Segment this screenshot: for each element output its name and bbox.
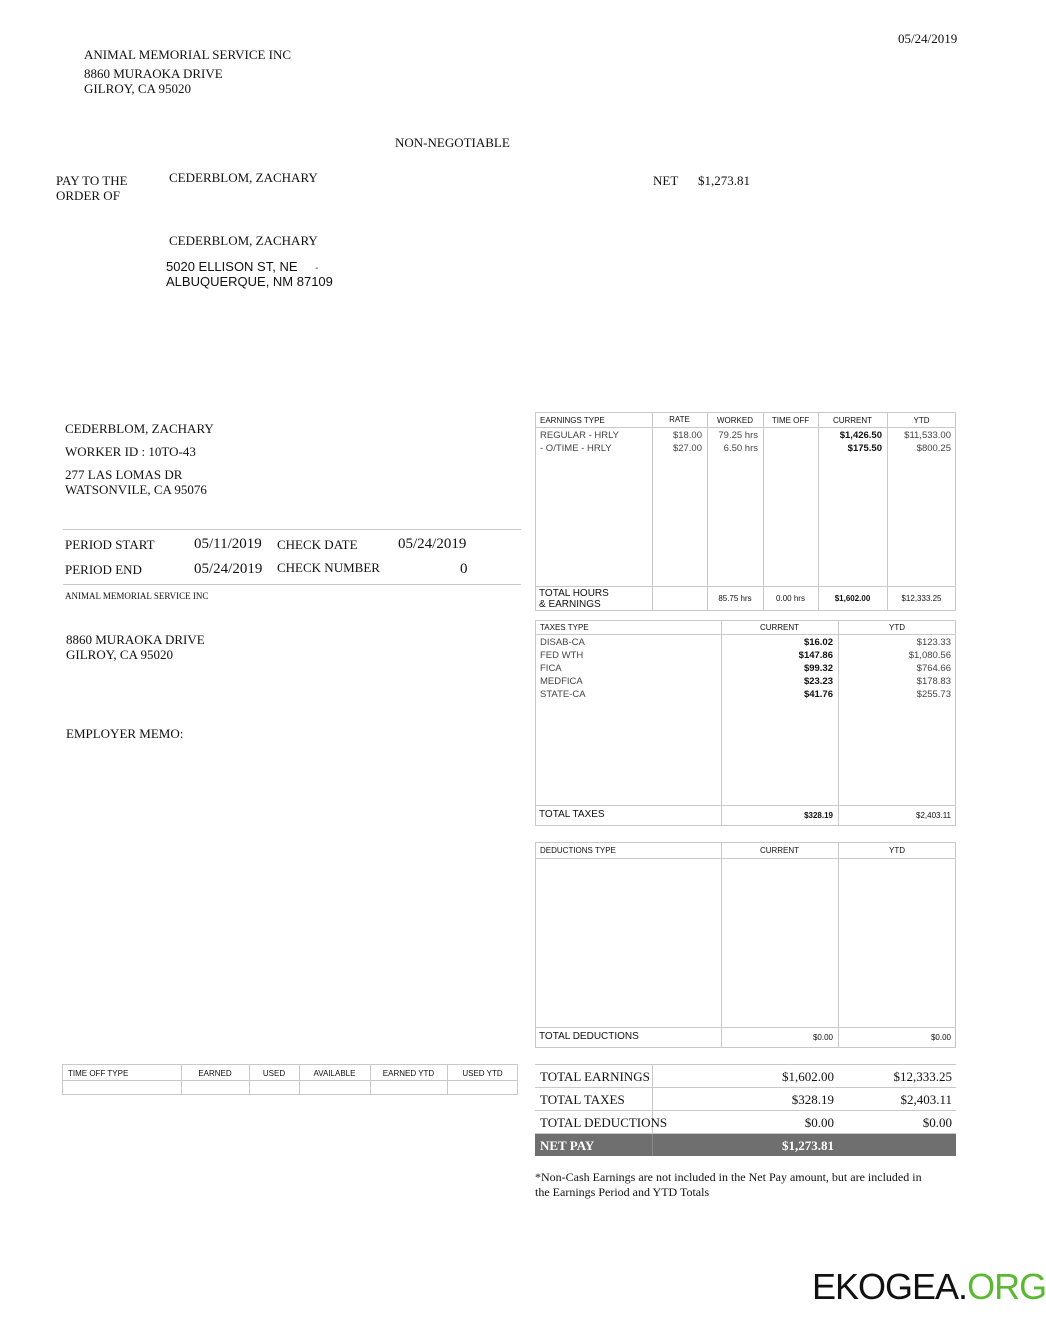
earnings-header-rate: RATE — [669, 415, 690, 424]
tax-row-ytd: $255.73 — [916, 689, 951, 700]
non-negotiable-label: NON-NEGOTIABLE — [395, 135, 510, 150]
earnings-row-type: REGULAR - HRLY — [540, 430, 620, 441]
deductions-table — [535, 842, 956, 1048]
earnings-row-rate: $27.00 — [672, 443, 702, 454]
check-date-value: 05/24/2019 — [398, 536, 467, 552]
check-date-label: CHECK DATE — [277, 537, 358, 552]
net-pay-current: $1,273.81 — [782, 1138, 834, 1153]
mailing-street-suffix: - — [315, 263, 319, 274]
tax-row-type: MEDFICA — [540, 676, 583, 687]
earnings-header-worked: WORKED — [717, 416, 753, 425]
check-number-label: CHECK NUMBER — [277, 560, 380, 575]
divider — [63, 584, 521, 585]
tax-row-current: $147.86 — [798, 650, 833, 661]
tax-row-type: STATE-CA — [540, 689, 586, 700]
employer-address-line-1: 8860 MURAOKA DRIVE — [66, 632, 205, 647]
tax-row-type: FICA — [540, 663, 562, 674]
earnings-total-label-2: & EARNINGS — [539, 599, 601, 610]
earnings-total-ytd: $12,333.25 — [901, 594, 942, 603]
earnings-row-ytd: $800.25 — [916, 443, 951, 454]
watermark-logo — [812, 1266, 1046, 1308]
taxes-header-type: TAXES TYPE — [540, 623, 589, 632]
pay-to-label-2: ORDER OF — [56, 188, 120, 203]
employee-address-line-2: WATSONVILE, CA 95076 — [65, 482, 207, 497]
time-off-header-available: AVAILABLE — [313, 1069, 356, 1078]
net-label: NET — [653, 173, 679, 188]
deductions-header-type: DEDUCTIONS TYPE — [540, 846, 616, 855]
deductions-total-ytd: $0.00 — [930, 1033, 951, 1042]
deductions-total-label: TOTAL DEDUCTIONS — [539, 1031, 639, 1042]
pay-to-label-1: PAY TO THE — [56, 173, 128, 188]
summary-row-ytd: $2,403.11 — [900, 1092, 952, 1107]
earnings-header-current: CURRENT — [832, 416, 873, 425]
time-off-header-earned-ytd: EARNED YTD — [382, 1069, 435, 1078]
summary-row-current: $0.00 — [804, 1115, 834, 1130]
earnings-row-type: - O/TIME - HRLY — [540, 443, 612, 454]
tax-row-current: $23.23 — [803, 676, 833, 687]
earnings-total-worked: 85.75 hrs — [718, 594, 752, 603]
time-off-header-used: USED — [262, 1069, 286, 1078]
summary-row-label: TOTAL DEDUCTIONS — [540, 1115, 668, 1130]
summary-row-label: TOTAL TAXES — [540, 1092, 625, 1107]
worker-id: WORKER ID : 10TO-43 — [65, 444, 196, 459]
summary-row-ytd: $12,333.25 — [893, 1069, 952, 1084]
taxes-total-ytd: $2,403.11 — [916, 811, 951, 820]
employer-name: ANIMAL MEMORIAL SERVICE INC — [65, 591, 209, 601]
deductions-header-current: CURRENT — [759, 846, 800, 855]
earnings-total-time-off: 0.00 hrs — [776, 594, 805, 603]
tax-row-ytd: $1,080.56 — [908, 650, 951, 661]
tax-row-ytd: $123.33 — [916, 637, 951, 648]
taxes-total-label: TOTAL TAXES — [539, 809, 605, 820]
mailing-street: 5020 ELLISON ST, NE — [166, 259, 298, 274]
taxes-total-current: $328.19 — [804, 811, 833, 820]
summary-row-ytd: $0.00 — [922, 1115, 952, 1130]
earnings-row-worked: 6.50 hrs — [723, 443, 758, 454]
earnings-table — [535, 412, 956, 611]
employee-name: CEDERBLOM, ZACHARY — [65, 421, 214, 436]
tax-row-type: FED WTH — [540, 650, 584, 661]
company-address-line-2: GILROY, CA 95020 — [84, 81, 192, 96]
deductions-total-current: $0.00 — [812, 1033, 833, 1042]
time-off-header-earned: EARNED — [198, 1069, 232, 1078]
tax-row-current: $99.32 — [803, 663, 833, 674]
earnings-row-current: $1,426.50 — [839, 430, 882, 441]
company-name: ANIMAL MEMORIAL SERVICE INC — [84, 47, 292, 62]
footnote-line-2: the Earnings Period and YTD Totals — [535, 1185, 710, 1199]
tax-row-current: $16.02 — [803, 637, 833, 648]
watermark-text-1: EKOGEA. — [812, 1266, 968, 1307]
mailing-address-line-1 — [166, 259, 318, 274]
deductions-header-ytd: YTD — [889, 846, 905, 855]
net-pay-label: NET PAY — [540, 1138, 595, 1153]
tax-row-ytd: $178.83 — [916, 676, 951, 687]
check-date: 05/24/2019 — [898, 31, 958, 46]
earnings-header-type: EARNINGS TYPE — [540, 416, 605, 425]
earnings-header-ytd: YTD — [913, 416, 930, 425]
taxes-header-ytd: YTD — [889, 623, 905, 632]
earnings-row-rate: $18.00 — [672, 430, 702, 441]
earnings-row-ytd: $11,533.00 — [904, 430, 951, 441]
net-amount: $1,273.81 — [698, 173, 750, 188]
period-end-value: 05/24/2019 — [194, 561, 263, 577]
earnings-row-worked: 79.25 hrs — [718, 430, 758, 441]
period-start-value: 05/11/2019 — [194, 536, 262, 552]
summary-row-current: $328.19 — [791, 1092, 834, 1107]
earnings-header-time-off: TIME OFF — [771, 416, 810, 425]
time-off-header-used-ytd: USED YTD — [462, 1069, 503, 1078]
summary-row-current: $1,602.00 — [782, 1069, 834, 1084]
employee-address-line-1: 277 LAS LOMAS DR — [65, 467, 183, 482]
earnings-total-current: $1,602.00 — [834, 594, 871, 603]
tax-row-ytd: $764.66 — [916, 663, 951, 674]
mailing-address-line-2 — [166, 274, 333, 289]
earnings-total-label-1: TOTAL HOURS — [539, 588, 609, 599]
earnings-total-label — [539, 588, 609, 610]
employer-memo-label: EMPLOYER MEMO: — [66, 726, 184, 741]
taxes-header-current: CURRENT — [759, 623, 800, 632]
period-start-label: PERIOD START — [65, 537, 155, 552]
earnings-row-current: $175.50 — [847, 443, 882, 454]
tax-row-current: $41.76 — [803, 689, 833, 700]
time-off-header-type: TIME OFF TYPE — [68, 1069, 129, 1078]
period-end-label: PERIOD END — [65, 562, 142, 577]
watermark-text-2: ORG — [967, 1266, 1046, 1307]
employer-address-line-2: GILROY, CA 95020 — [66, 647, 174, 662]
mailing-city: ALBUQUERQUE, NM 87109 — [166, 274, 333, 289]
divider — [63, 529, 521, 530]
check-number-value: 0 — [460, 561, 468, 577]
mailing-name: CEDERBLOM, ZACHARY — [169, 233, 318, 248]
tax-row-type: DISAB-CA — [540, 637, 585, 648]
summary-row-label: TOTAL EARNINGS — [540, 1069, 650, 1084]
payee-name: CEDERBLOM, ZACHARY — [169, 170, 318, 185]
footnote-line-1: *Non-Cash Earnings are not included in the Net Pay amount, but are included in — [535, 1170, 922, 1184]
company-address-line-1: 8860 MURAOKA DRIVE — [84, 66, 223, 81]
